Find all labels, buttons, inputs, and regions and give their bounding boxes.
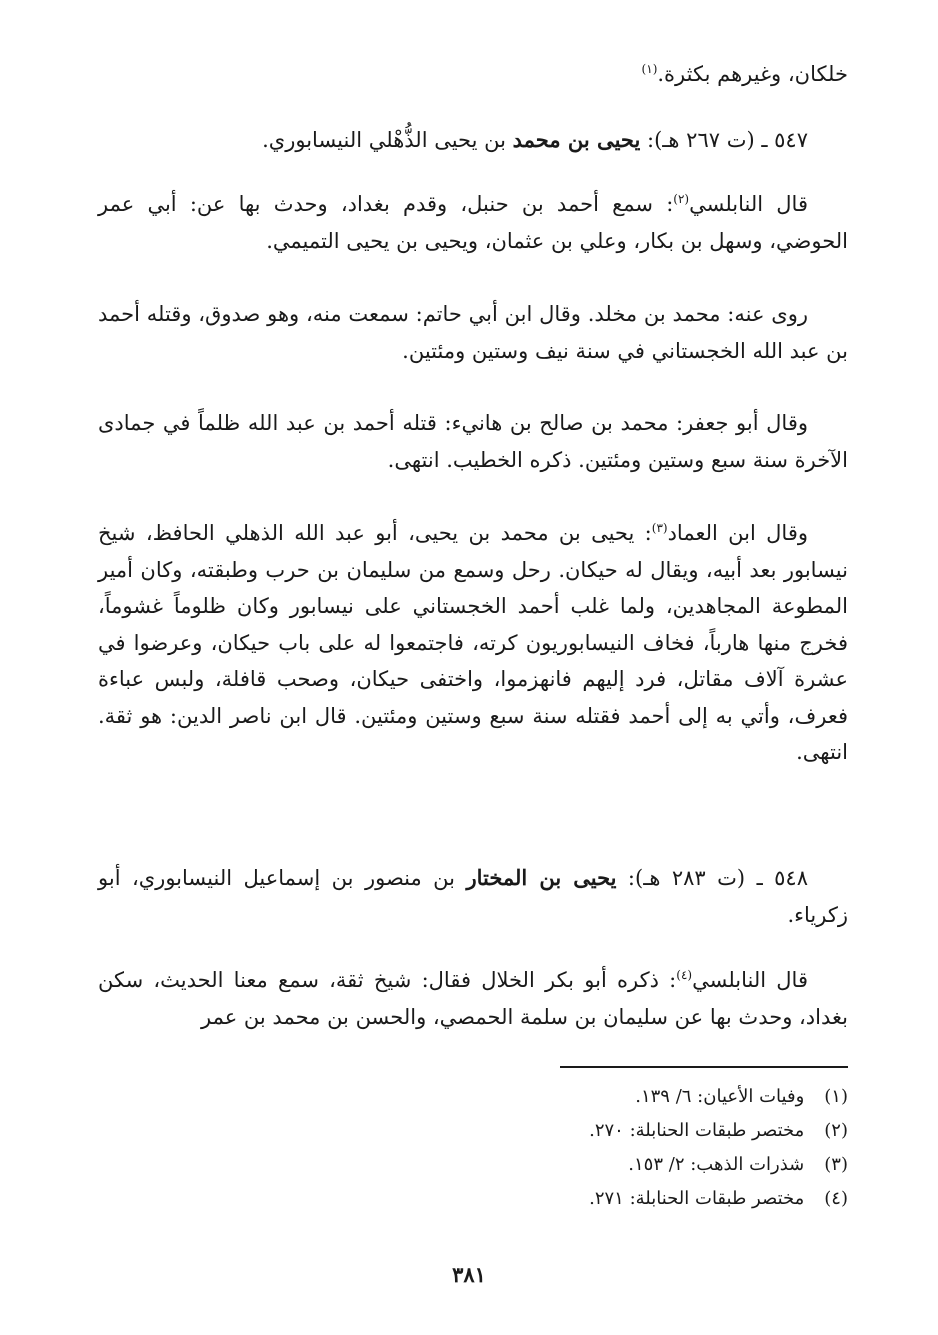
footnote-2 [400,1114,848,1148]
page-number: ٣٨١ [452,1262,486,1287]
footnote-divider [560,1066,848,1068]
paragraph-nabulsi-547 [98,186,848,259]
nabulsi-548-text: : ذكره أبو بكر الخلال فقال: شيخ ثقة، سمع معنا الحديث، سكن بغداد، وحدث بها عن سليمان بن سلمة الحمصي، والحسن بن محمد بن عمر [98,968,848,1029]
narrators-text: روى عنه: محمد بن مخلد. وقال ابن أبي حاتم: سمعت منه، وهو صدوق، وقتله أحمد بن عبد الله الخجستاني في سنة نيف وستين ومئتين. [98,302,848,363]
paragraph-narrators [98,296,848,369]
entry-547-number: ٥٤٧ ـ (ت ٢٦٧ هـ): [640,128,808,152]
footnote-3 [400,1148,848,1182]
entry-547-heading [98,122,848,159]
paragraph-abu-jafar [98,405,848,478]
footnote-number: (٢) [824,1120,848,1141]
paragraph-nabulsi-548 [98,962,848,1035]
ibn-al-imad-intro: وقال ابن العماد [667,521,809,545]
footnotes [400,1080,848,1216]
footnote-text: مختصر طبقات الحنابلة: ٢٧١. [589,1188,805,1209]
nabulsi-548-intro: قال النابلسي [692,968,808,992]
footnote-4 [400,1182,848,1216]
footnote-mark-3[interactable]: (٣) [651,521,668,535]
footnote-mark-2[interactable]: (٢) [673,192,690,206]
footnote-text: شذرات الذهب: ٢/ ١٥٣. [628,1154,805,1175]
entry-548-rest: بن منصور بن إسماعيل النيسابوري، أبو زكرياء. [98,866,848,927]
entry-548-name: يحيى بن المختار [466,865,617,890]
footnote-number: (٤) [824,1188,848,1209]
footnote-number: (٣) [824,1154,848,1175]
footnote-1 [400,1080,848,1114]
entry-547-rest: بن يحيى الذُّهْلي النيسابوري. [262,128,513,152]
entry-548-heading [98,860,848,933]
entry-547-name: يحيى بن محمد [512,127,641,152]
ibn-al-imad-text: : يحيى بن محمد بن يحيى، أبو عبد الله الذهلي الحافظ، شيخ نيسابور بعد أبيه، ويقال له حيكان. رحل وسمع من سليمان بن حرب وطبقته، وكان أمير المطوعة المجاهدين، ولما غلب أحمد الخجستاني على نيسابور وكان ظلوماً غشوماً، فخرج منها هارباً، فخاف النيسابوريون كرته، فاجتمعوا له على باب حيكان، وعرضوا في عشرة آلاف مقاتل، فرد إليهم فانهزموا، واختفى حيكان، وصحب قافلة، ولبس عباءة فعرف، وأتي به إلى أحمد فقتله سنة سبع وستين ومئتين. قال ابن ناصر الدين: هو ثقة. انتهى. [98,521,848,764]
footnote-text: وفيات الأعيان: ٦/ ١٣٩. [635,1086,805,1107]
nabulsi-text: : سمع أحمد بن حنبل، وقدم بغداد، وحدث بها عن: أبي عمر الحوضي، وسهل بن بكار، وعلي بن عثمان، ويحيى بن يحيى التميمي. [98,192,848,253]
footnote-mark-1[interactable]: (١) [641,62,658,76]
paragraph-continuation [98,56,848,93]
continuation-text: خلكان، وغيرهم بكثرة. [657,62,848,86]
nabulsi-intro: قال النابلسي [689,192,808,216]
abu-jafar-text: وقال أبو جعفر: محمد بن صالح بن هانيء: قتله أحمد بن عبد الله ظلماً في جمادى الآخرة سنة سبع وستين ومئتين. ذكره الخطيب. انتهى. [98,411,848,472]
paragraph-ibn-al-imad [98,515,848,771]
footnote-number: (١) [824,1086,848,1107]
footnote-mark-4[interactable]: (٤) [676,968,693,982]
footnote-text: مختصر طبقات الحنابلة: ٢٧٠. [589,1120,805,1141]
entry-548-number: ٥٤٨ ـ (ت ٢٨٣ هـ): [616,866,808,890]
